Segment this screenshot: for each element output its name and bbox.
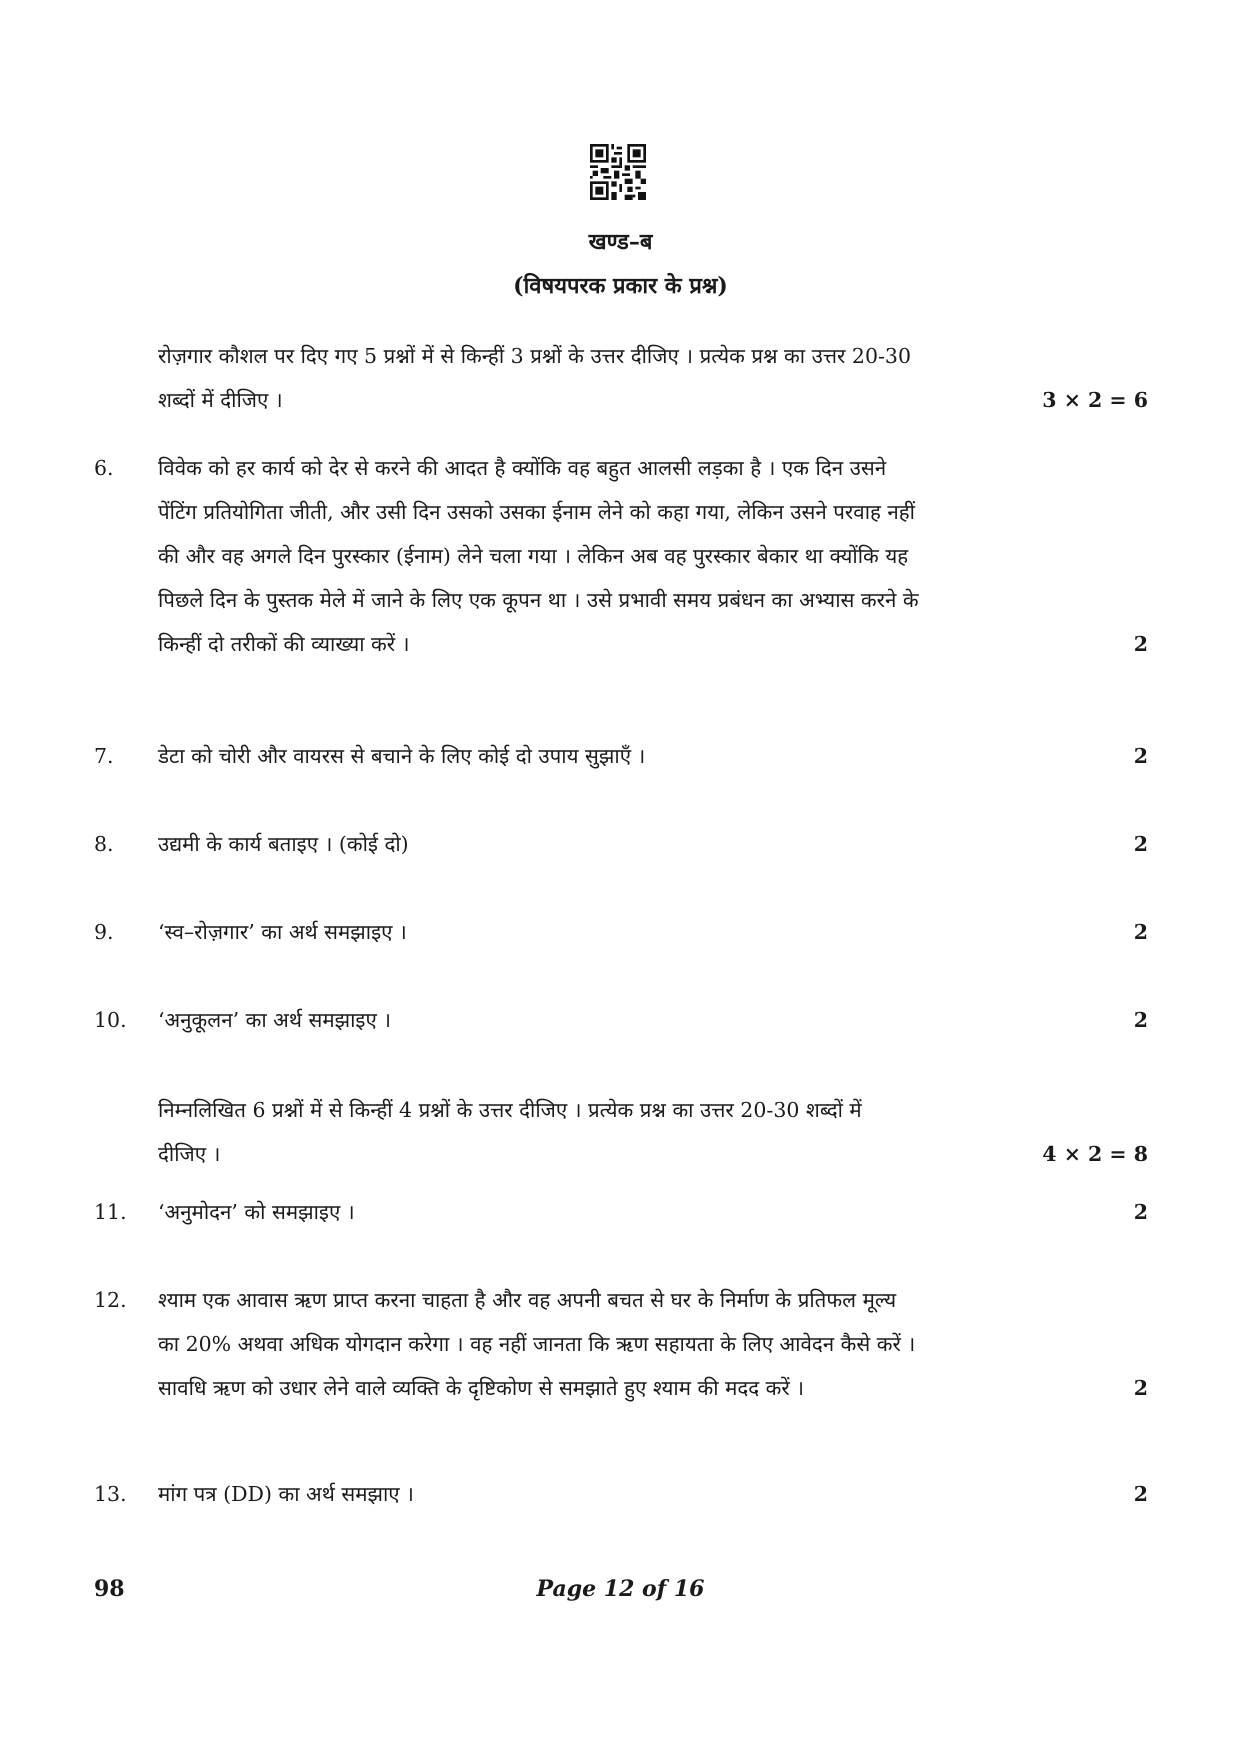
question-line [158,622,1148,666]
question-line-text: उद्यमी के कार्य बताइए । (कोई दो) [158,832,409,856]
question-number: 13. [94,1482,127,1506]
question-line [158,1366,1148,1410]
question-marks: 2 [1133,832,1148,856]
instruction-line: निम्नलिखित 6 प्रश्नों में से किन्हीं 4 प्रश्नों के उत्तर दीजिए । प्रत्येक प्रश्न का उत्तर 20-30 शब्दों में [158,1098,862,1122]
question-line: पिछले दिन के पुस्तक मेले में जाने के लिए एक कूपन था । उसे प्रभावी समय प्रबंधन का अभ्यास करने के [158,588,919,612]
question-line: की और वह अगले दिन पुरस्कार (ईनाम) लेने चला गया । लेकिन अब वह पुरस्कार बेकार था क्योंकि यह [158,544,909,568]
question-number: 11. [94,1200,127,1224]
question-line [158,998,1148,1042]
question-line-text: डेटा को चोरी और वायरस से बचाने के लिए कोई दो उपाय सुझाएँ । [158,744,646,768]
instruction-line [158,1132,1148,1176]
section-subtitle: (विषयपरक प्रकार के प्रश्न) [513,273,728,299]
question-number: 9. [94,920,114,944]
question-number: 12. [94,1288,127,1312]
question-marks: 2 [1133,1482,1148,1506]
question-line [158,734,1148,778]
instruction-line-text: दीजिए । [158,1142,221,1166]
question-marks: 2 [1133,1008,1148,1032]
question-marks: 2 [1133,632,1148,656]
question-line [158,910,1148,954]
question-marks: 2 [1133,1200,1148,1224]
page-number: Page 12 of 16 [536,1576,705,1602]
qr-code-icon [590,144,646,200]
instruction-block-2 [158,1088,1148,1176]
question-number: 7. [94,744,114,768]
paper-code: 98 [94,1576,125,1602]
section-title: खण्ड–ब [588,229,653,255]
question-line-text: ‘स्व–रोज़गार’ का अर्थ समझाइए । [158,920,407,944]
question-line: श्याम एक आवास ऋण प्राप्त करना चाहता है और वह अपनी बचत से घर के निर्माण के प्रतिफल मूल्य [158,1288,897,1312]
instruction-block-1 [158,334,1148,422]
question-number: 8. [94,832,114,856]
question-line: का 20% अथवा अधिक योगदान करेगा । वह नहीं जानता कि ऋण सहायता के लिए आवेदन कैसे करें । [158,1332,916,1356]
question-line: पेंटिंग प्रतियोगिता जीती, और उसी दिन उसको उसका ईनाम लेने को कहा गया, लेकिन उसने परवाह नहीं [158,500,915,524]
question-line [158,1472,1148,1516]
question-line [158,1190,1148,1234]
question-line-text: मांग पत्र (DD) का अर्थ समझाए । [158,1482,414,1506]
question-number: 6. [94,456,114,480]
question-marks: 2 [1133,744,1148,768]
question-line-text: ‘अनुमोदन’ को समझाइए । [158,1200,355,1224]
question-line [158,822,1148,866]
question-line-text: किन्हीं दो तरीकों की व्याख्या करें । [158,632,410,656]
instruction-line-text: शब्दों में दीजिए । [158,388,283,412]
question-marks: 2 [1133,920,1148,944]
section-marks: 3 × 2 = 6 [1042,388,1148,412]
question-number: 10. [94,1008,127,1032]
question-line-text: ‘अनुकूलन’ का अर्थ समझाइए । [158,1008,392,1032]
section-marks: 4 × 2 = 8 [1042,1142,1148,1166]
question-marks: 2 [1133,1376,1148,1400]
instruction-line: रोज़गार कौशल पर दिए गए 5 प्रश्नों में से किन्हीं 3 प्रश्नों के उत्तर दीजिए । प्रत्येक प्रश्न का उत्तर 20-30 [158,344,911,368]
instruction-line [158,378,1148,422]
question-line-text: सावधि ऋण को उधार लेने वाले व्यक्ति के दृष्टिकोण से समझाते हुए श्याम की मदद करें । [158,1376,805,1400]
question-line: विवेक को हर कार्य को देर से करने की आदत है क्योंकि वह बहुत आलसी लड़का है । एक दिन उसने [158,456,887,480]
